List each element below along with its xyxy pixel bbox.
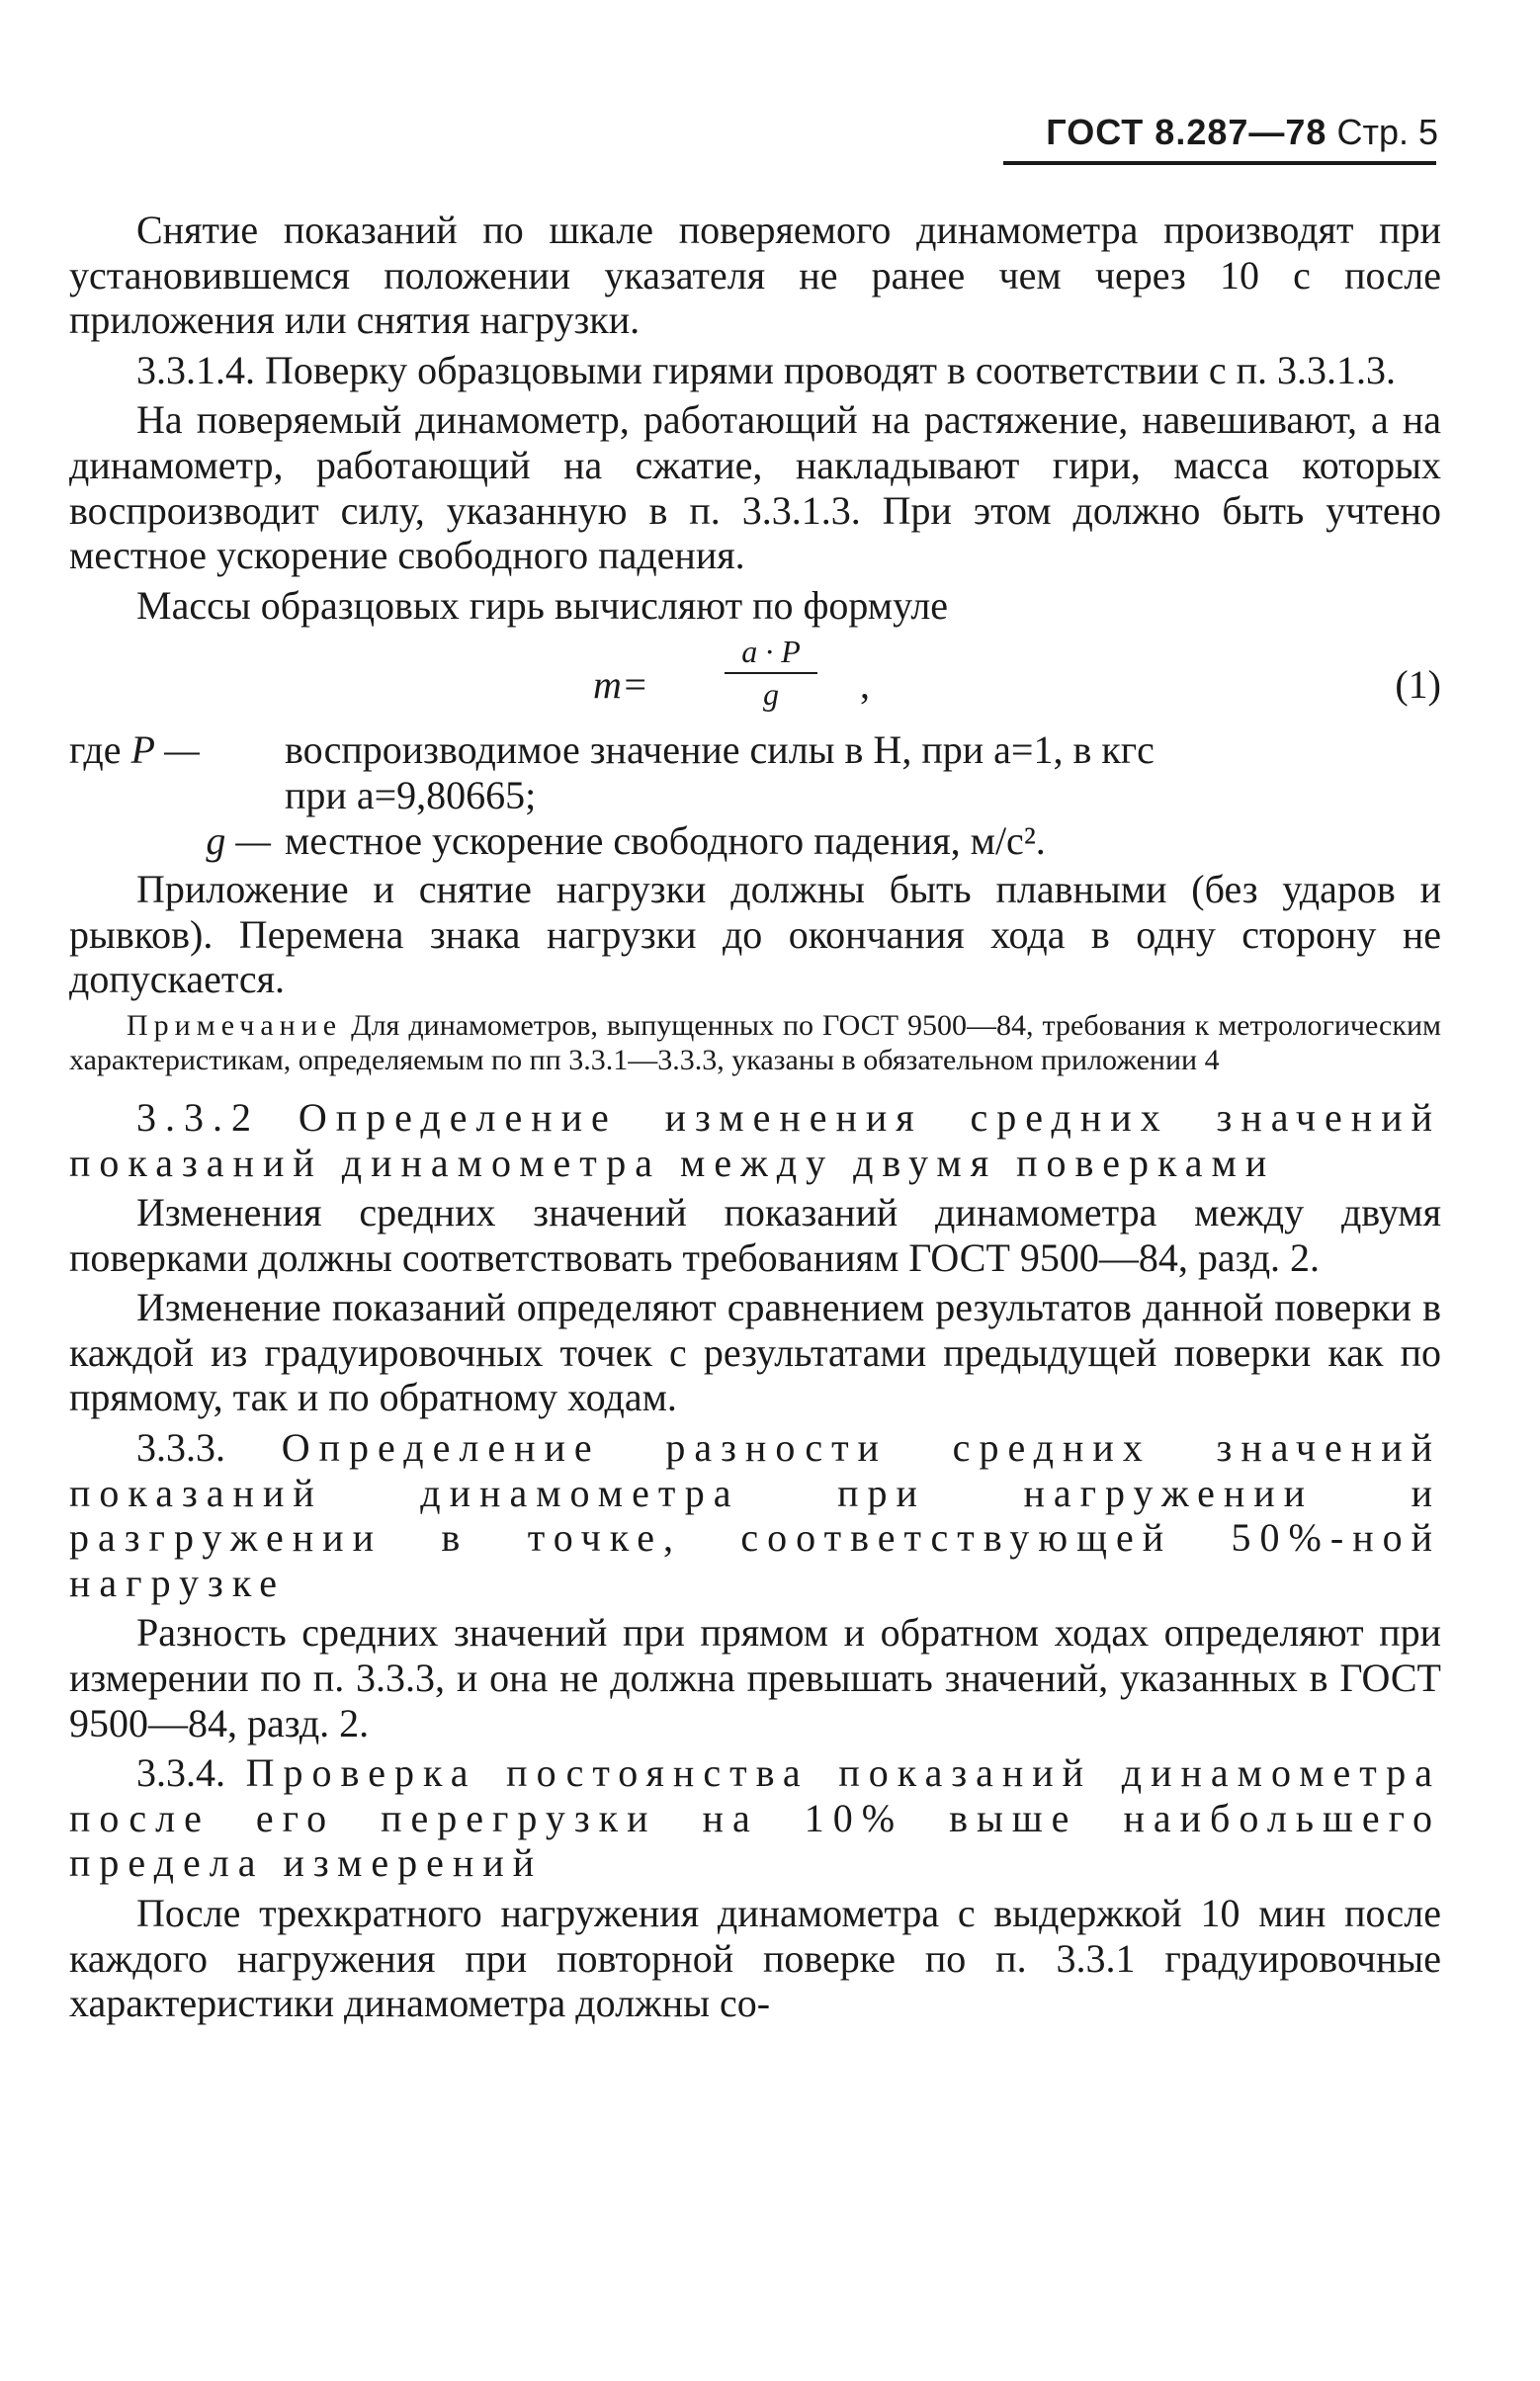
section-3-3-2-heading [69,1095,1441,1185]
note-label: Примечание [127,1008,343,1042]
legend-row-g [69,818,1441,864]
section-3-3-3-heading [69,1425,1441,1605]
page-number: Стр. 5 [1336,112,1438,152]
note [69,1008,1441,1077]
legend-row-p [69,727,1441,773]
standard-code: ГОСТ 8.287—78 [1046,112,1327,152]
legend-g-symbol: g — [206,817,271,863]
formula-fraction [702,633,840,712]
formula-numerator: a · P [741,634,801,670]
header-rule [1003,161,1436,165]
section-3-3-3-number: 3.3.3. [136,1425,225,1471]
paragraph-change-determination: Изменение показаний определяют сравнением результатов данной поверки в каждой из градуировочных точек с результатами предыдущей поверки как по прямому, так и по обратному ходам. [69,1285,1441,1420]
paragraph-overload-check: После трехкратного нагружения динамометра с выдержкой 10 мин после каждого нагружения при повторной поверке по п. 3.3.1 градуировочные характеристики динамометра должны со- [69,1891,1441,2026]
legend-row-p-cont [69,773,1441,818]
section-3-3-2-number: 3.3.2 [136,1094,260,1140]
legend-prefix: где [69,727,122,773]
section-3-3-4-title: Проверка постоянства показаний динамометра после его перегрузки на 10% выше наибольшего предела измерений [69,1750,1441,1886]
section-3-3-4-number: 3.3.4. [136,1750,225,1796]
formula-denominator: g [763,676,779,713]
legend-p-description-cont: при a=9,80665; [285,772,537,817]
paragraph-indication-changes: Изменения средних значений показаний динамометра между двумя поверками должны соответствовать требованиям ГОСТ 9500—84, разд. 2. [69,1190,1441,1280]
paragraph-smooth-loading: Приложение и снятие нагрузки должны быть плавными (без ударов и рывков). Перемена знака нагрузки до окончания хода в одну сторону не допускается. [69,867,1441,1002]
paragraph-mass-formula-intro: Массы образцовых гирь вычисляют по формуле [136,582,949,628]
formula-comma: , [860,662,870,708]
formula-number: (1) [1395,662,1441,708]
section-3-3-2-title: Определение изменения средних значений показаний динамометра между двумя поверками [69,1094,1442,1185]
legend-symbol-p [69,727,285,773]
document-body [69,208,1441,2031]
legend-g-description: местное ускорение свободного падения, м/с². [285,817,1046,863]
note-text: Для динамометров, выпущенных по ГОСТ 9500—84, требования к метрологическим характеристикам, определяемым по пп 3.3.1—3.3.3, указаны в обязательном приложении 4 [69,1008,1441,1076]
paragraph-reading-procedure: Снятие показаний по шкале поверяемого динамометра производят при установившемся положении указателя не ранее чем через 10 с после приложения или снятия нагрузки. [69,208,1441,343]
page-header [1003,111,1438,154]
paragraph-weights-loading: На поверяемый динамометр, работающий на растяжение, навешивают, а на динамометр, работающий на сжатие, накладывают гири, масса которых воспроизводит силу, указанную в п. 3.3.1.3. При этом должно быть учтено местное ускорение свободного падения. [69,397,1441,578]
legend-p-description: воспроизводимое значение силы в Н, при a=1, в кгс [285,727,1155,773]
section-3-3-4-heading [69,1750,1441,1886]
formula-lhs: m= [593,662,648,708]
paragraph-3-3-1-4: 3.3.1.4. Поверку образцовыми гирями проводят в соответствии с п. 3.3.1.3. [136,347,1397,392]
paragraph-hysteresis: Разность средних значений при прямом и обратном ходах определяют при измерении по п. 3.3.3, и она не должна превышать значений, указанных в ГОСТ 9500—84, разд. 2. [69,1610,1441,1745]
mass-formula [69,633,1441,723]
fraction-bar [725,672,817,674]
formula-legend [69,727,1441,863]
section-3-3-3-title: Определение разности средних значений показаний динамометра при нагружении и разгружении в точке, соответствующей 50%-ной нагрузке [69,1425,1441,1605]
legend-p-symbol: P — [130,727,200,773]
